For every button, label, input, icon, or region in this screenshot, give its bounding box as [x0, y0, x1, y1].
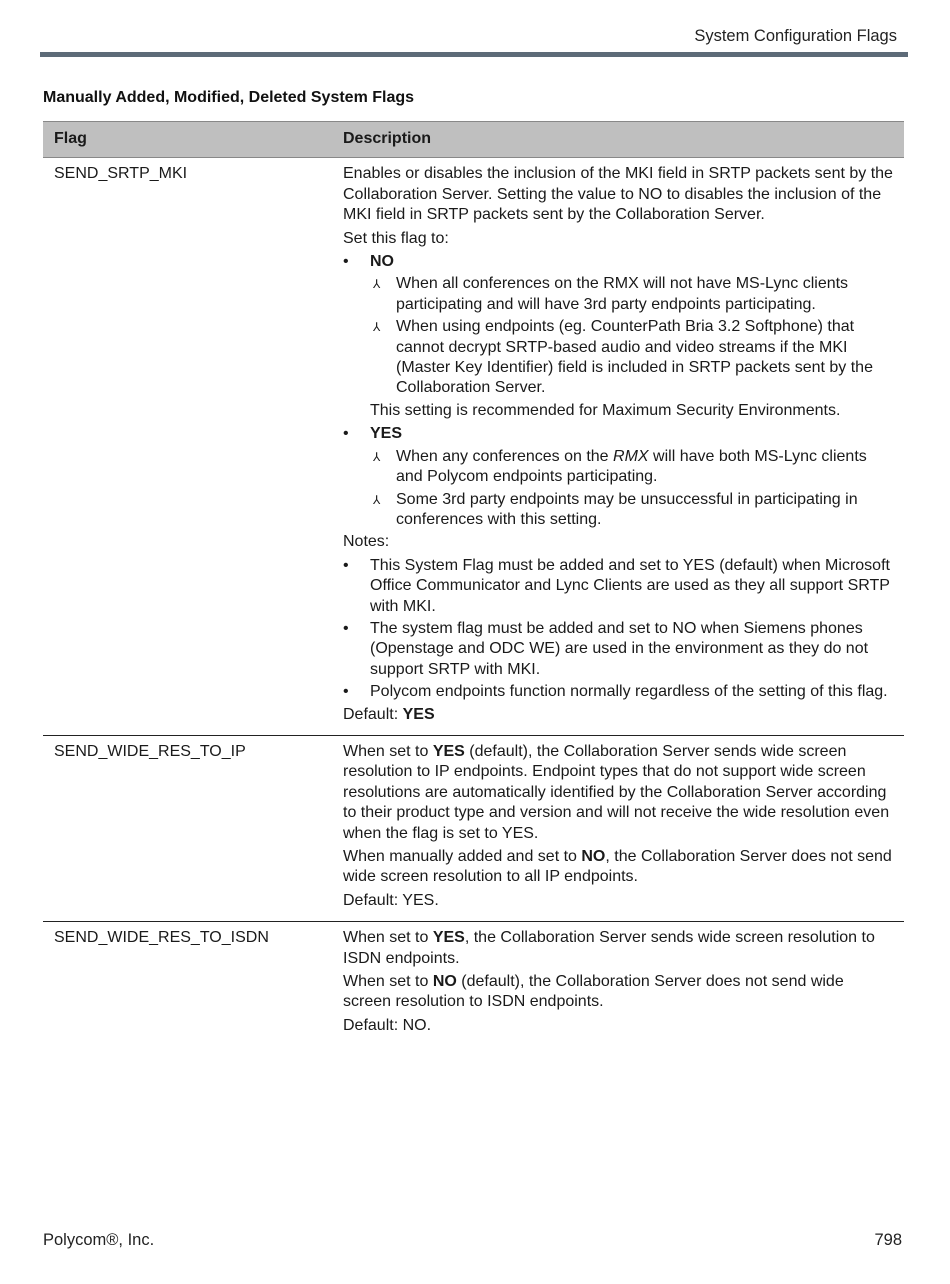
emphasis-text: RMX: [613, 447, 649, 465]
indented-note: This setting is recommended for Maximum Security Environments.: [370, 401, 841, 419]
footer-page-number: 798: [874, 1231, 902, 1249]
bullet-icon: •: [343, 683, 349, 701]
flag-name: SEND_SRTP_MKI: [43, 158, 332, 736]
note-item: • This System Flag must be added and set to YES (default) when Microsoft Office Communicator and Lync Clients are used as they all support SRTP with MKI.: [343, 556, 890, 615]
bullet-icon: •: [343, 425, 349, 443]
footer-company: Polycom®, Inc.: [43, 1231, 155, 1249]
flag-name: SEND_WIDE_RES_TO_IP: [43, 735, 332, 921]
bullet-icon: •: [343, 253, 349, 271]
sub-bullet-text: When all conferences on the RMX will not have MS-Lync clients participating and will have 3rd party endpoints participating.: [396, 275, 849, 313]
bullet-item: [343, 424, 894, 444]
default-value: Default: YES: [343, 705, 435, 723]
sub-bullet-icon: ⅄: [373, 277, 381, 292]
sub-bullet-icon: ⅄: [373, 449, 381, 464]
section-title: Manually Added, Modified, Deleted System Flags: [43, 89, 415, 106]
column-header-flag: Flag: [43, 122, 332, 158]
default-value: Default: YES.: [343, 891, 439, 909]
sub-bullet-item: [343, 447, 894, 488]
notes-label: Notes:: [343, 533, 390, 551]
note-item: • The system flag must be added and set to NO when Siemens phones (Openstage and ODC WE) are used in the environment as they do not support SRTP with MKI.: [343, 619, 869, 678]
flag-description: [332, 158, 904, 736]
option-label: YES: [370, 425, 403, 443]
table-row: [43, 158, 904, 736]
flag-description: [332, 922, 904, 1047]
sub-bullet-text: When any conferences on the RMX will have both MS-Lync clients and Polycom endpoints participating.: [396, 447, 867, 486]
table-row: [43, 735, 904, 921]
sub-bullet-item: [343, 490, 894, 531]
sub-bullet-icon: ⅄: [373, 320, 381, 335]
column-header-description: Description: [332, 122, 904, 158]
description-paragraph: When set to YES, the Collaboration Server sends wide screen resolution to ISDN endpoints.: [343, 929, 875, 967]
default-value: Default: NO.: [343, 1016, 432, 1034]
bullet-item: [343, 252, 894, 272]
description-paragraph: Enables or disables the inclusion of the MKI field in SRTP packets sent by the Collaboration Server. Setting the value to NO to disables the inclusion of the MKI field in SRTP packets sent by the Collaboration Server.: [343, 165, 893, 224]
table-row: [43, 922, 904, 1047]
flag-name: SEND_WIDE_RES_TO_ISDN: [54, 929, 269, 947]
sub-bullet-text: When using endpoints (eg. CounterPath Bria 3.2 Softphone) that cannot decrypt SRTP-based audio and video streams if the MKI (Master Key Identifier) field is included in SRTP packets sent by the Collaboration Server.: [396, 318, 873, 397]
table-header-row: [43, 122, 904, 158]
bullet-icon: •: [343, 619, 349, 637]
header-divider: [40, 52, 908, 57]
sub-bullet-icon: ⅄: [373, 492, 381, 507]
description-paragraph: Set this flag to:: [343, 229, 449, 247]
bullet-icon: •: [343, 556, 349, 574]
flags-table: [43, 121, 904, 1046]
running-header-title: System Configuration Flags: [694, 27, 897, 45]
sub-bullet-text: Some 3rd party endpoints may be unsuccessful in participating in conferences with this setting.: [396, 490, 858, 528]
option-label: NO: [370, 253, 394, 271]
description-paragraph: When manually added and set to NO, the Collaboration Server does not send wide screen resolution to all IP endpoints.: [343, 848, 892, 886]
sub-bullet-item: [343, 274, 894, 315]
description-paragraph: When set to YES (default), the Collaboration Server sends wide screen resolution to IP endpoints. Endpoint types that do not support wide screen resolutions are automatically identified by the Collaboration Server according to their product type and version and will not receive the wide resolution even when the flag is set to YES.: [343, 742, 890, 842]
description-paragraph: When set to NO (default), the Collaboration Server does not send wide screen resolution to ISDN endpoints.: [343, 973, 844, 1011]
flag-description: [332, 735, 904, 921]
note-item: • Polycom endpoints function normally regardless of the setting of this flag.: [343, 682, 894, 702]
sub-bullet-item: [343, 317, 894, 399]
